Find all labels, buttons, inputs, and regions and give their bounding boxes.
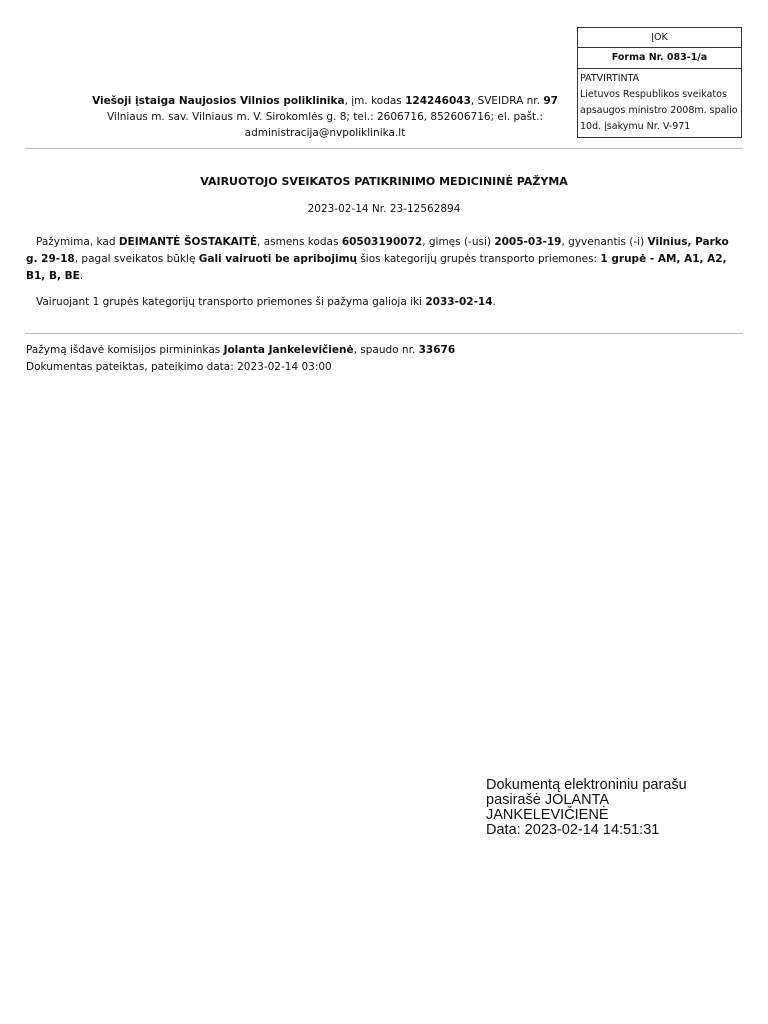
- text-segment: , gimęs (-usi): [422, 236, 495, 248]
- validity-paragraph: [26, 294, 732, 311]
- submission-info: Dokumentas pateiktas, pateikimo data: 2023-02-14 03:00: [26, 361, 332, 373]
- text-segment: .: [79, 270, 84, 282]
- institution-code-label: , įm. kodas: [344, 95, 406, 107]
- approval-line: Lietuvos Respublikos sveikatos: [580, 89, 727, 100]
- text-segment: , gyvenantis (-i): [561, 236, 648, 248]
- validity-date: 2033-02-14: [425, 296, 493, 308]
- institution-code: 124246043: [405, 95, 471, 107]
- approval-line: PATVIRTINTA: [580, 73, 640, 84]
- header-divider: [25, 148, 743, 149]
- institution-name: Viešoji įstaiga Naujosios Vilnios poliklinika: [92, 95, 345, 107]
- stamp-number: 33676: [418, 344, 456, 356]
- person-name: DEIMANTĖ ŠOSTAKAITĖ: [118, 236, 258, 248]
- text-segment: šios kategorijų grupės transporto priemones:: [357, 253, 601, 265]
- approval-line: apsaugos ministro 2008m. spalio: [580, 105, 738, 116]
- section-divider: [25, 333, 743, 334]
- text-segment: Pažymą išdavė komisijos pirmininkas: [26, 344, 224, 356]
- institution-header: [40, 93, 610, 141]
- document-title: VAIRUOTOJO SVEIKATOS PATIKRINIMO MEDICININĖ PAŽYMA: [200, 175, 568, 188]
- health-status: Gali vairuoti be apribojimų: [198, 253, 357, 265]
- text-segment: Vairuojant 1 grupės kategorijų transporto priemones ši pažyma galioja iki: [36, 296, 426, 308]
- electronic-signature: [486, 778, 736, 838]
- birth-date: 2005-03-19: [494, 236, 562, 248]
- text-segment: .: [492, 296, 496, 308]
- document-date-number: 2023-02-14 Nr. 23-12562894: [307, 203, 461, 215]
- vehicle-categories: 1 grupė - AM, A1, A2, B1, B, BE: [26, 253, 727, 282]
- sveidra-number: 97: [543, 95, 558, 107]
- institution-line-1: [40, 93, 610, 109]
- text-segment: , pagal sveikatos būklę: [74, 253, 199, 265]
- text-segment: Pažymima, kad: [36, 236, 119, 248]
- issuer-line: [26, 342, 455, 359]
- institution-address: Vilniaus m. sav. Vilniaus m. V. Sirokomlės g. 8; tel.: 2606716, 852606716; el. pašt.:: [106, 111, 544, 123]
- signature-line: pasirašė JOLANTA: [486, 792, 610, 808]
- text-segment: , asmens kodas: [257, 236, 342, 248]
- text-segment: , spaudo nr.: [353, 344, 419, 356]
- approval-line: 10d. įsakymu Nr. V-971: [580, 121, 691, 132]
- signature-date: Data: 2023-02-14 14:51:31: [486, 822, 660, 838]
- signature-line: JANKELEVIČIENĖ: [486, 807, 609, 823]
- certificate-paragraph: [26, 234, 732, 285]
- address: Vilnius, Parko g. 29-18: [26, 236, 729, 265]
- sveidra-label: , SVEIDRA nr.: [470, 95, 544, 107]
- personal-code: 60503190072: [341, 236, 423, 248]
- form-code: ĮOK: [578, 28, 741, 48]
- form-number: Forma Nr. 083-1/a: [578, 48, 741, 69]
- institution-email: administracija@nvpoliklinika.lt: [244, 127, 406, 139]
- issuer-name: Jolanta Jankelevičienė: [223, 344, 354, 356]
- signature-line: Dokumentą elektroniniu parašu: [486, 777, 687, 793]
